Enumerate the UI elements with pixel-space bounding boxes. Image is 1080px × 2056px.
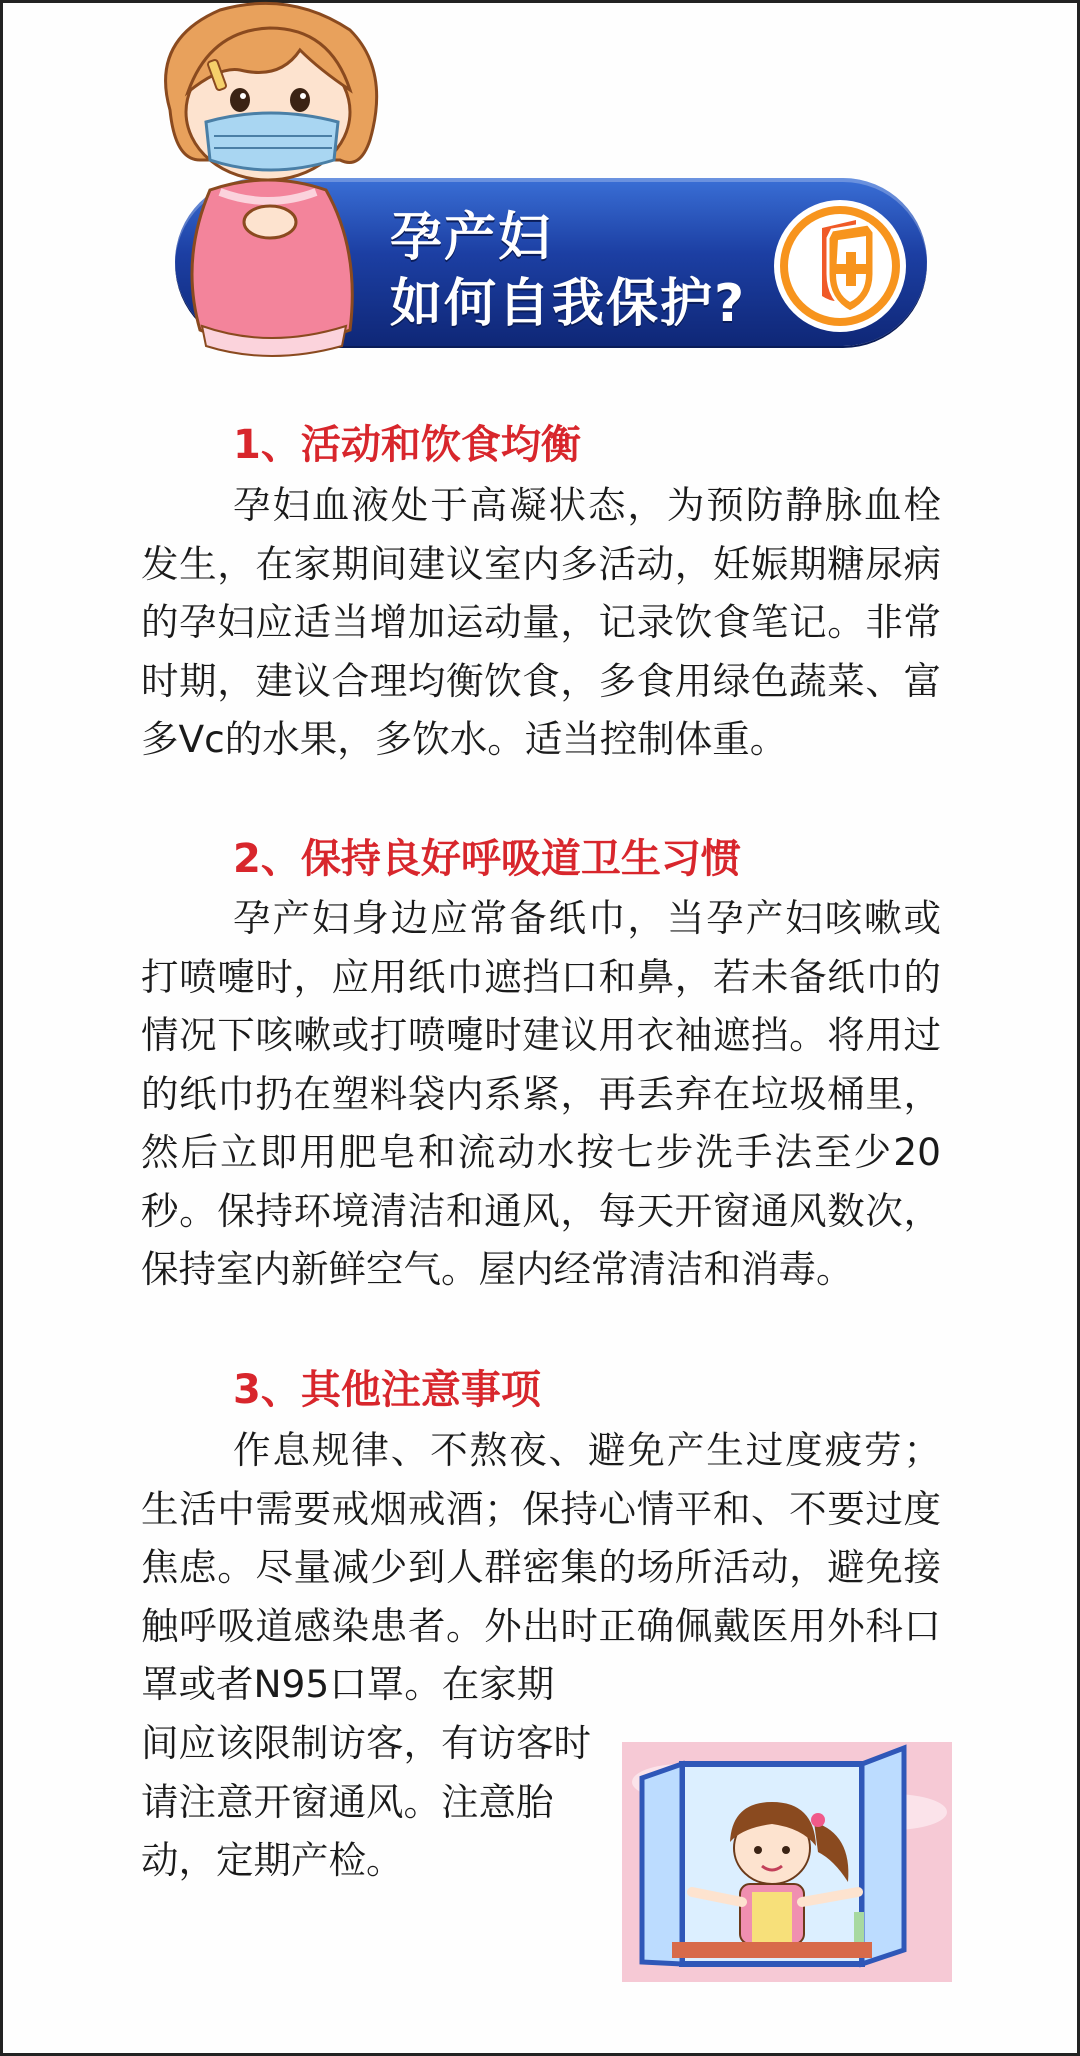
section-3-body-tail: 间应该限制访客，有访客时请注意开窗通风。注意胎动，定期产检。 xyxy=(141,1721,591,1882)
section-1-body: 孕妇血液处于高凝状态，为预防静脉血栓发生，在家期间建议室内多活动，妊娠期糖尿病的孕妇应适当增加运动量，记录饮食笔记。非常时期，建议合理均衡饮食，多食用绿色蔬菜、富多Vc的水果，多饮水。适当控制体重。 xyxy=(141,483,941,761)
title-line-2: 如何自我保护? xyxy=(390,274,747,334)
section-3-body: 作息规律、不熬夜、避免产生过度疲劳；生活中需要戒烟戒酒；保持心情平和、不要过度焦虑。尽量减少到人群密集的场所活动，避免接触呼吸道感染患者。外出时正确佩戴医用外科口罩或者N95口罩。在家期 xyxy=(141,1428,941,1706)
section-3-heading: 3、其他注意事项 xyxy=(233,1367,541,1413)
shield-plus-icon xyxy=(770,196,910,336)
title-line-1: 孕产妇 xyxy=(390,208,553,268)
section-1-heading: 1、活动和饮食均衡 xyxy=(233,422,581,468)
mascot-illustration xyxy=(150,0,390,360)
section-2-body: 孕产妇身边应常备纸巾，当孕产妇咳嗽或打喷嚏时，应用纸巾遮挡口和鼻，若未备纸巾的情况下咳嗽或打喷嚏时建议用衣袖遮挡。将用过的纸巾扔在塑料袋内系紧，再丢弃在垃圾桶里，然后立即用肥皂和流动水按七步洗手法至少20秒。保持环境清洁和通风，每天开窗通风数次，保持室内新鲜空气。屋内经常清洁和消毒。 xyxy=(141,896,941,1291)
page-title xyxy=(390,205,746,337)
window-girl-illustration xyxy=(622,1742,952,1982)
section-2-heading: 2、保持良好呼吸道卫生习惯 xyxy=(233,836,741,882)
